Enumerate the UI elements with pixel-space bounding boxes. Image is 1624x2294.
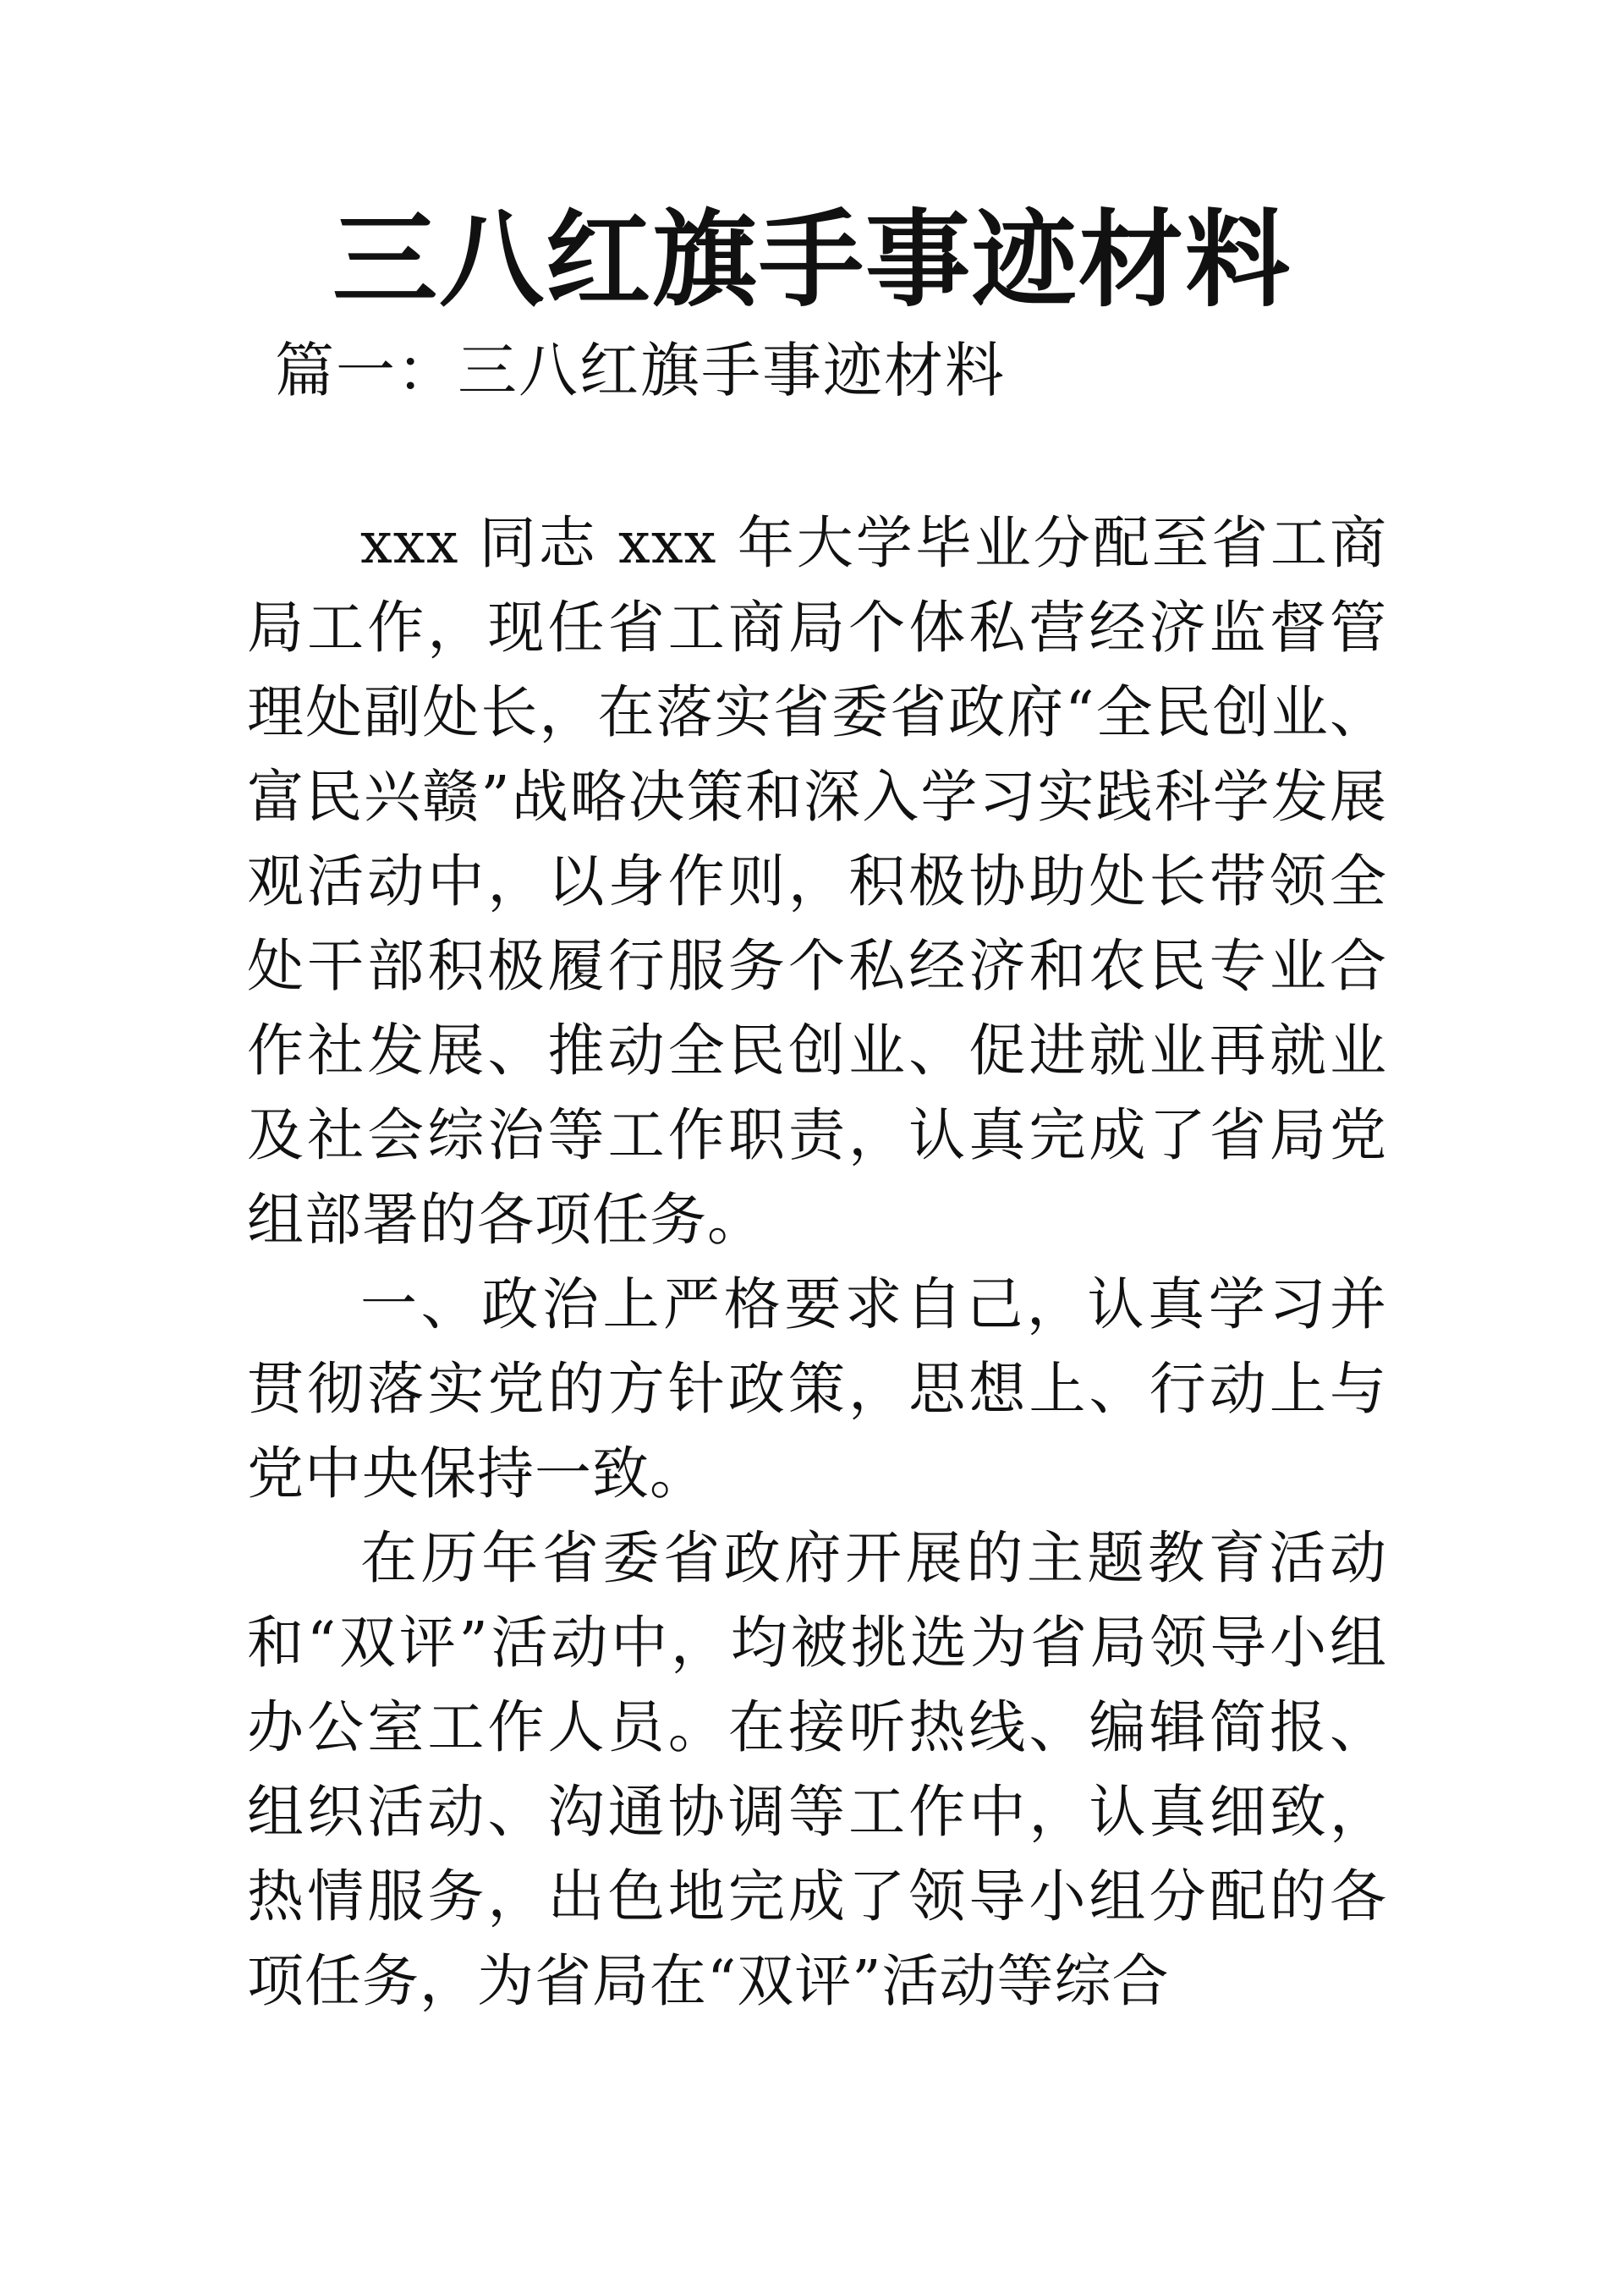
document-subtitle: 篇一：三八红旗手事迹材料 (275, 336, 1006, 405)
document-title: 三八红旗手事迹材料 (332, 199, 1292, 321)
paragraph-1: xxx 同志 xxx 年大学毕业分配至省工商局工作，现任省工商局个体私营经济监督管理处副处长，在落实省委省政府“全民创业、富民兴赣”战略决策和深入学习实践科学发展观活动中，以身作则，积极协助处长带领全处干部积极履行服务个私经济和农民专业合作社发展、推动全民创业、促进就业再就业及社会综治等工作职责，认真完成了省局党组部署的各项任务。 (247, 510, 1387, 1253)
document-body (247, 501, 1387, 2023)
paragraph-2: 一、政治上严格要求自己，认真学习并贯彻落实党的方针政策，思想上、行动上与党中央保持一致。 (247, 1271, 1387, 1506)
paragraph-3: 在历年省委省政府开展的主题教育活动和“双评”活动中，均被挑选为省局领导小组办公室工作人员。在接听热线、编辑简报、组织活动、沟通协调等工作中，认真细致，热情服务，出色地完成了领导小组分配的各项任务，为省局在“双评”活动等综合 (247, 1525, 1387, 2014)
